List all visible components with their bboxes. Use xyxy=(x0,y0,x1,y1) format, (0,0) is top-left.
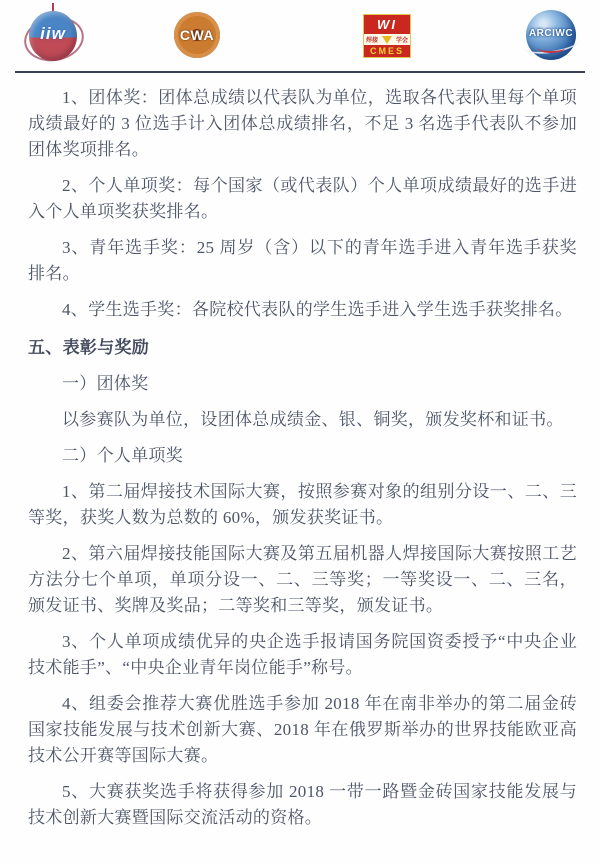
paragraph: 2、第六届焊接技能国际大赛及第五届机器人焊接国际大赛按照工艺方法分七个单项，单项分设一、二、三等奖；一等奖设一、二、三名，颁发证书、奖牌及奖品；二等奖和三等奖，颁发证书。 xyxy=(28,544,577,615)
logo-header xyxy=(0,0,600,74)
iiw-logo-text: iiw xyxy=(40,24,66,43)
cmes-logo-cmes-text: CMES xyxy=(364,45,410,57)
paragraph: 4、学生选手奖：各院校代表队的学生选手进入学生选手获奖排名。 xyxy=(62,300,573,319)
cwa-logo xyxy=(174,12,220,58)
cmes-logo-middle-band xyxy=(364,34,410,45)
paragraph: 一）团体奖 xyxy=(62,374,149,393)
paragraph: 以参赛队为单位，设团体总成绩金、银、铜奖，颁发奖杯和证书。 xyxy=(62,410,564,429)
paragraph: 3、青年选手奖：25 周岁（含）以下的青年选手进入青年选手获奖排名。 xyxy=(28,238,577,283)
paragraph: 2、个人单项奖：每个国家（或代表队）个人单项成绩最好的选手进入个人单项奖获奖排名。 xyxy=(28,176,577,221)
iiw-logo xyxy=(24,3,82,67)
section-heading: 五、表彰与奖励 xyxy=(28,338,150,357)
paragraph: 二）个人单项奖 xyxy=(62,446,184,465)
paragraph: 4、组委会推荐大赛优胜选手参加 2018 年在南非举办的第二届金砖国家技能发展与技术创新大赛、2018 年在俄罗斯举办的世界技能欧亚高技术公开赛等国际大赛。 xyxy=(28,694,577,765)
cwa-logo-text: CWA xyxy=(179,27,215,43)
paragraph: 3、个人单项成绩优异的央企选手报请国务院国资委授予“中央企业技术能手”、“中央企业青年岗位能手”称号。 xyxy=(28,632,577,677)
arciwc-logo xyxy=(519,7,583,63)
header-divider-line xyxy=(15,71,585,73)
arciwc-logo-red-arc xyxy=(537,43,565,53)
cmes-logo-xuehui-text: 学会 xyxy=(395,38,408,44)
document-body xyxy=(0,74,600,864)
cmes-logo-wi-text: WI xyxy=(364,15,410,34)
cmes-logo-hanjie-text: 焊接 xyxy=(366,38,379,44)
paragraph: 1、团体奖：团体总成绩以代表队为单位，选取各代表队里每个单项成绩最好的 3 位选手计入团体总成绩排名，不足 3 名选手代表队不参加团体奖项排名。 xyxy=(28,88,577,159)
paragraph: 1、第二届焊接技术国际大赛，按照参赛对象的组别分设一、二、三等奖，获奖人数为总数的 60%，颁发获奖证书。 xyxy=(28,482,577,527)
paragraph: 5、大赛获奖选手将获得参加 2018 一带一路暨金砖国家技能发展与技术创新大赛暨国际交流活动的资格。 xyxy=(28,782,577,827)
cmes-logo-v-icon xyxy=(382,36,392,44)
arciwc-logo-text: ARCIWC xyxy=(528,28,574,39)
cmes-logo xyxy=(363,14,411,58)
